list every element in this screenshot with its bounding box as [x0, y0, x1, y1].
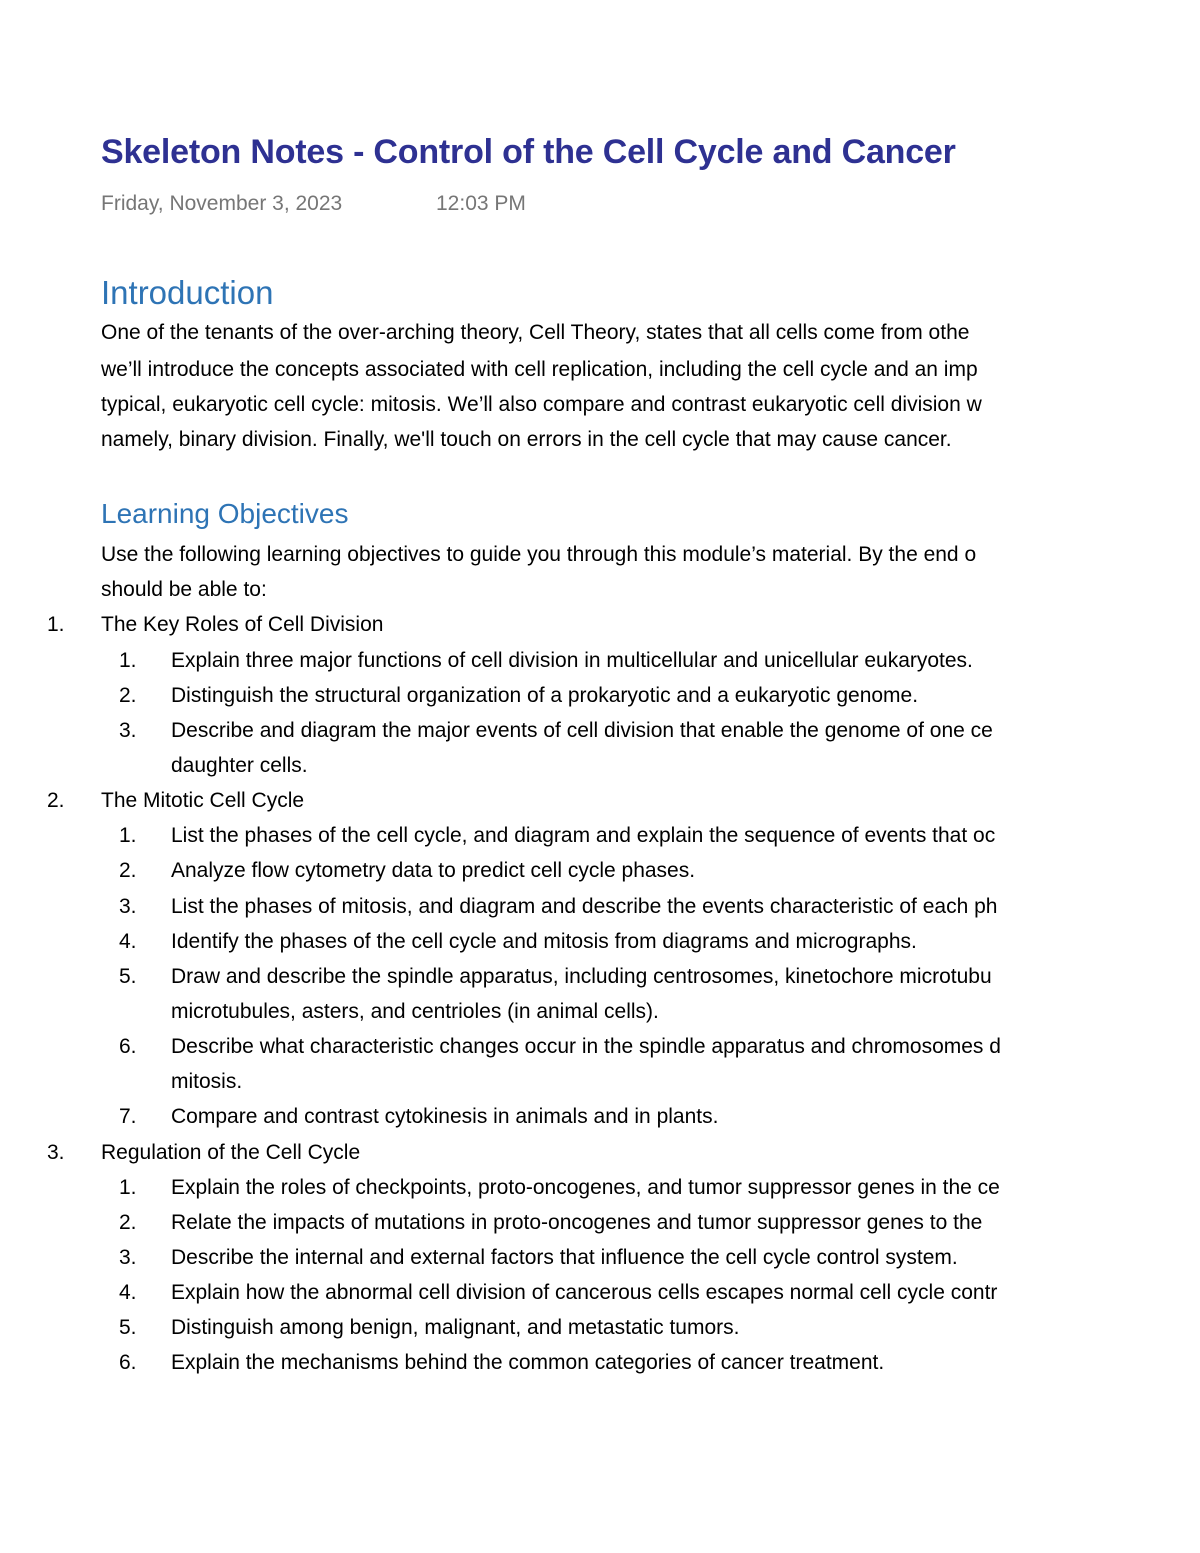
note-date: Friday, November 3, 2023	[101, 192, 343, 215]
introduction-line: One of the tenants of the over-arching theory, Cell Theory, states that all cells come from othe	[101, 321, 970, 344]
objectives-intro-line: should be able to:	[101, 578, 267, 601]
introduction-line: typical, eukaryotic cell cycle: mitosis. We’ll also compare and contrast eukaryotic cell division w	[101, 393, 982, 416]
item-number: 2.	[119, 1211, 137, 1234]
objectives-heading: Learning Objectives	[101, 498, 349, 529]
item-number: 2.	[119, 859, 137, 882]
item-text: Explain the roles of checkpoints, proto-oncogenes, and tumor suppressor genes in the ce	[171, 1176, 1000, 1199]
item-text-continued: mitosis.	[171, 1070, 243, 1093]
item-number: 5.	[119, 1316, 137, 1339]
item-text: Describe the internal and external factors that influence the cell cycle control system.	[171, 1246, 958, 1269]
item-text: Distinguish among benign, malignant, and metastatic tumors.	[171, 1316, 740, 1339]
item-number: 6.	[119, 1351, 137, 1374]
section-title: Regulation of the Cell Cycle	[101, 1141, 361, 1164]
item-text: Describe and diagram the major events of cell division that enable the genome of one ce	[171, 719, 993, 742]
section-number: 1.	[47, 613, 65, 636]
item-text: Distinguish the structural organization of a prokaryotic and a eukaryotic genome.	[171, 684, 919, 707]
item-number: 2.	[119, 684, 137, 707]
item-number: 7.	[119, 1105, 137, 1128]
section-number: 2.	[47, 789, 65, 812]
item-number: 3.	[119, 1246, 137, 1269]
introduction-line: namely, binary division. Finally, we'll touch on errors in the cell cycle that may cause cancer.	[101, 428, 952, 451]
objectives-intro-line: Use the following learning objectives to guide you through this module’s material. By the end o	[101, 543, 977, 566]
item-text: Explain how the abnormal cell division of cancerous cells escapes normal cell cycle contr	[171, 1281, 998, 1304]
introduction-line: we’ll introduce the concepts associated with cell replication, including the cell cycle and an imp	[101, 358, 978, 381]
item-number: 4.	[119, 930, 137, 953]
item-text: Explain three major functions of cell division in multicellular and unicellular eukaryotes.	[171, 649, 973, 672]
item-text: Explain the mechanisms behind the common categories of cancer treatment.	[171, 1351, 885, 1374]
item-number: 3.	[119, 895, 137, 918]
page-title: Skeleton Notes - Control of the Cell Cycle and Cancer	[101, 133, 956, 171]
item-text: Draw and describe the spindle apparatus, including centrosomes, kinetochore microtubu	[171, 965, 992, 988]
item-text: List the phases of mitosis, and diagram and describe the events characteristic of each ph	[171, 895, 998, 918]
item-text: Identify the phases of the cell cycle and mitosis from diagrams and micrographs.	[171, 930, 917, 953]
item-text-continued: daughter cells.	[171, 754, 308, 777]
item-number: 1.	[119, 824, 137, 847]
item-text: List the phases of the cell cycle, and diagram and explain the sequence of events that oc	[171, 824, 996, 847]
introduction-heading: Introduction	[101, 274, 274, 311]
item-number: 3.	[119, 719, 137, 742]
item-number: 1.	[119, 649, 137, 672]
item-number: 6.	[119, 1035, 137, 1058]
item-text: Analyze flow cytometry data to predict cell cycle phases.	[171, 859, 696, 882]
item-text: Describe what characteristic changes occur in the spindle apparatus and chromosomes d	[171, 1035, 1001, 1058]
section-title: The Key Roles of Cell Division	[101, 613, 384, 636]
item-number: 4.	[119, 1281, 137, 1304]
item-number: 1.	[119, 1176, 137, 1199]
item-number: 5.	[119, 965, 137, 988]
section-title: The Mitotic Cell Cycle	[101, 789, 305, 812]
item-text: Compare and contrast cytokinesis in animals and in plants.	[171, 1105, 719, 1128]
item-text-continued: microtubules, asters, and centrioles (in animal cells).	[171, 1000, 659, 1023]
item-text: Relate the impacts of mutations in proto-oncogenes and tumor suppressor genes to the	[171, 1211, 983, 1234]
note-time: 12:03 PM	[436, 192, 526, 215]
section-number: 3.	[47, 1141, 65, 1164]
